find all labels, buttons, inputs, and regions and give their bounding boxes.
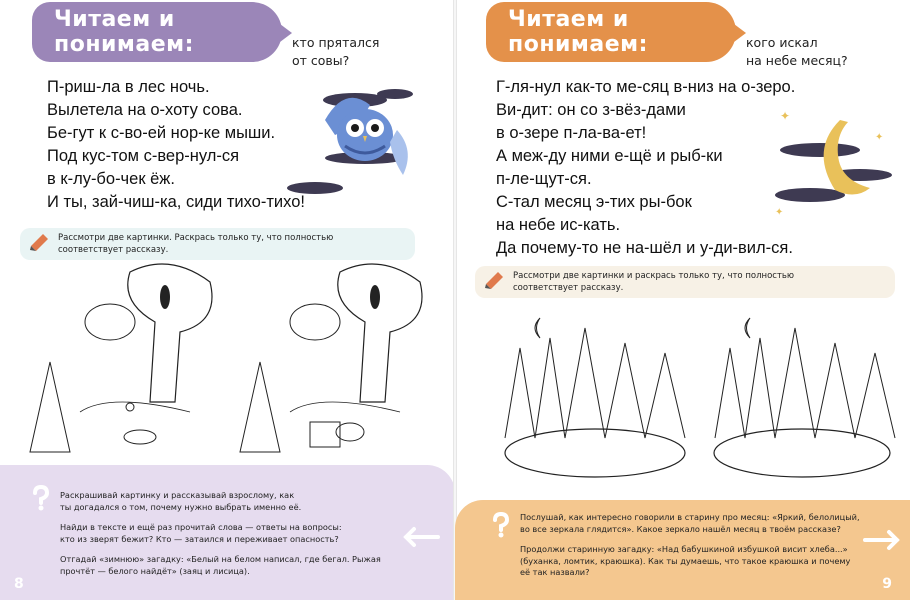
right-banner: [486, 2, 736, 62]
pencil-icon: [28, 231, 52, 251]
poem-line: Ви-дит: он со з-вёз-дами: [496, 101, 686, 119]
right-question-line: на небе месяц?: [746, 53, 848, 68]
left-task: [20, 228, 415, 260]
left-poem: [47, 76, 305, 214]
right-page-number: 9: [882, 575, 892, 592]
right-question: [746, 34, 848, 70]
left-banner-title: Читаем и понимаем:: [54, 7, 194, 57]
moon-illustration: [760, 100, 900, 220]
left-bottom-text: [60, 490, 390, 586]
right-banner-title: Читаем и понимаем:: [508, 7, 648, 57]
question-icon: [490, 512, 512, 538]
right-coloring-picture-1[interactable]: [495, 308, 695, 483]
left-question-line: кто прятался: [292, 35, 380, 50]
poem-line: А меж-ду ними е-щё и рыб-ки: [496, 147, 723, 165]
poem-line: Бе-гут к с-во-ей нор-ке мыши.: [47, 124, 276, 142]
question-icon: [30, 485, 52, 511]
arrow-icon: [863, 528, 903, 552]
right-poem: [496, 76, 795, 260]
left-coloring-picture-1[interactable]: [20, 262, 220, 462]
owl-illustration: [285, 80, 425, 195]
left-page-number: 8: [14, 575, 24, 592]
left-coloring-picture-2[interactable]: [230, 262, 430, 462]
right-coloring-picture-2[interactable]: [705, 308, 900, 483]
left-task-line: соответствует рассказу.: [58, 245, 169, 255]
right-bottom-text: [520, 512, 860, 588]
poem-line: П-риш-ла в лес ночь.: [47, 78, 210, 96]
poem-line: Под кус-том с-вер-нул-ся: [47, 147, 240, 165]
right-bottom-paragraph: Продолжи старинную загадку: «Над бабушкиной избушкой висит хлеба...» (буханка, ломтик, краюшка). Как ты думаешь, что такое краюшка и почему её так назвали?: [520, 544, 851, 577]
arrow-icon: [400, 525, 440, 549]
poem-line: на небе ис-кать.: [496, 216, 621, 234]
right-question-line: кого искал: [746, 35, 818, 50]
poem-line: в о-зере п-ла-ва-ет!: [496, 124, 647, 142]
left-question-line: от совы?: [292, 53, 350, 68]
left-bottom-paragraph: Раскрашивай картинку и рассказывай взрослому, как ты догадался о том, почему нужно выбрать именно её.: [60, 490, 302, 512]
right-bottom-paragraph: Послушай, как интересно говорили в старину про месяц: «Яркий, белолицый, во все зеркала глядится». Какое зеркало нашёл месяц в твоём рассказе?: [520, 512, 860, 534]
pencil-icon: [483, 269, 507, 289]
right-task-line: соответствует рассказу.: [513, 283, 624, 293]
right-task-line: Рассмотри две картинки и раскрась только ту, что полностью: [513, 271, 795, 281]
poem-line: И ты, зай-чиш-ка, сиди тихо-тихо!: [47, 193, 305, 211]
svg-text:✦: ✦: [780, 109, 791, 123]
poem-line: в к-лу-бо-чек ёж.: [47, 170, 175, 188]
poem-line: Да почему-то не на-шёл и у-ди-вил-ся.: [496, 239, 793, 257]
poem-line: Вылетела на о-хоту сова.: [47, 101, 243, 119]
right-task: [475, 266, 895, 298]
left-bottom-paragraph: Найди в тексте и ещё раз прочитай слова — ответы на вопросы: кто из зверят бежит? Кто — затаился и переживает опасность?: [60, 522, 342, 544]
left-bottom-paragraph: Отгадай «зимнюю» загадку: «Белый на белом написал, где бегал. Рыжая прочтёт — белого найдёт» (заяц и лисица).: [60, 554, 381, 576]
right-bottom-panel: [455, 500, 910, 600]
poem-line: С-тал месяц э-тих ры-бок: [496, 193, 692, 211]
left-bottom-panel: [0, 465, 455, 600]
poem-line: Г-ля-нул как-то ме-сяц в-низ на о-зеро.: [496, 78, 796, 96]
svg-text:✦: ✦: [875, 132, 884, 143]
left-banner: [32, 2, 282, 62]
left-task-line: Рассмотри две картинки. Раскрась только ту, что полностью: [58, 233, 334, 243]
svg-text:✦: ✦: [775, 207, 784, 218]
poem-line: п-ле-щут-ся.: [496, 170, 592, 188]
left-question: [292, 34, 379, 70]
